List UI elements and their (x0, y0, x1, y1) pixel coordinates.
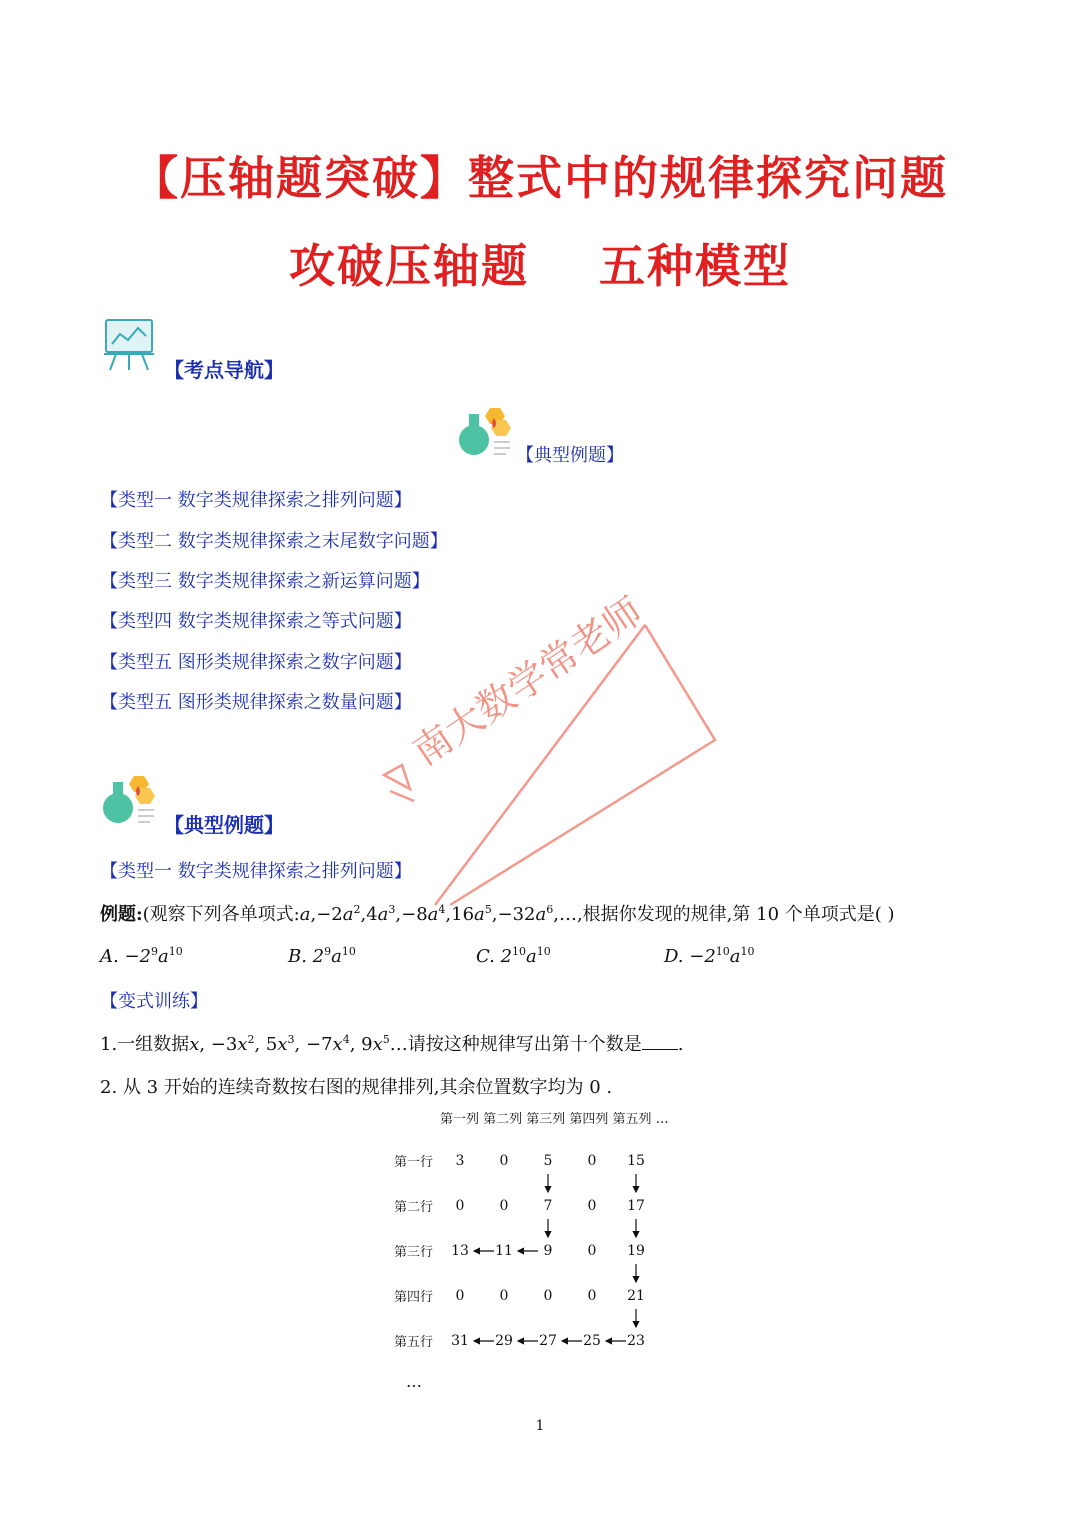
grid-ellipsis: … (406, 1372, 422, 1391)
option-c[interactable]: C. $2^{10}a^{10}$ (476, 945, 551, 967)
nav-item-type4[interactable]: 【类型四 数字类规律探索之等式问题】 (100, 611, 412, 632)
grid-cell: 5 (543, 1153, 553, 1169)
presentation-board-icon (100, 316, 160, 372)
flask-icon (100, 772, 156, 826)
grid-cell: 9 (543, 1243, 553, 1259)
grid-row-label-3: 第三行 (394, 1245, 434, 1260)
grid-cell: 23 (627, 1333, 645, 1349)
example-pre: (观察下列各单项式: (142, 904, 300, 925)
grid-cell: 27 (539, 1333, 557, 1349)
example-label: 例题: (100, 904, 143, 925)
question-2: 2. 从 3 开始的连续奇数按右图的规律排列,其余位置数字均为 0 . (100, 1077, 613, 1098)
grid-cell: 11 (495, 1243, 513, 1259)
grid-cell: 15 (627, 1153, 645, 1169)
option-a[interactable]: A. $-2^9a^{10}$ (100, 945, 183, 967)
grid-cell: 0 (499, 1153, 509, 1169)
grid-cell: 17 (627, 1198, 645, 1214)
grid-row-label-5: 第五行 (394, 1335, 434, 1350)
nav-heading: 【考点导航】 (164, 358, 284, 382)
grid-cell: 0 (587, 1288, 597, 1304)
subtitle-part-b: 五种模型 (599, 239, 791, 293)
watermark-text: 南大数学常老师 (405, 588, 651, 774)
grid-cell: 13 (451, 1243, 469, 1259)
grid-cell: 0 (499, 1288, 509, 1304)
grid-cell: 19 (627, 1243, 645, 1259)
nav-item-type3[interactable]: 【类型三 数字类规律探索之新运算问题】 (100, 571, 430, 592)
section-heading: 【典型例题】 (164, 813, 284, 837)
grid-cell: 31 (451, 1333, 469, 1349)
grid-cell: 3 (455, 1153, 465, 1169)
grid-row-label-2: 第二行 (394, 1200, 434, 1215)
grid-cell: 29 (495, 1333, 513, 1349)
subtitle (0, 230, 1080, 296)
nav-item-type5-quantity[interactable]: 【类型五 图形类规律探索之数量问题】 (100, 692, 412, 713)
main-title: 【压轴题突破】整式中的规律探究问题 (132, 151, 948, 205)
grid-column-labels: 第一列 第二列 第三列 第四列 第五列 … (440, 1112, 669, 1127)
grid-arrows (380, 1140, 680, 1370)
nav-item-type1[interactable]: 【类型一 数字类规律探索之排列问题】 (100, 490, 412, 511)
grid-cell: 0 (587, 1243, 597, 1259)
grid-cell: 0 (587, 1198, 597, 1214)
grid-cell: 0 (455, 1288, 465, 1304)
grid-cell: 25 (583, 1333, 601, 1349)
grid-cell: 0 (455, 1198, 465, 1214)
section-type1-heading: 【类型一 数字类规律探索之排列问题】 (100, 861, 412, 882)
grid-cell: 0 (543, 1288, 553, 1304)
grid-cell: 21 (627, 1288, 645, 1304)
nav-subheading: 【典型例题】 (516, 445, 624, 466)
option-d[interactable]: D. $-2^{10}a^{10}$ (664, 945, 755, 967)
grid-cell: 0 (499, 1198, 509, 1214)
nav-item-type2[interactable]: 【类型二 数字类规律探索之末尾数字问题】 (100, 531, 448, 552)
question-1: 1.一组数据x, $-3x^2$, $5x^3$, $-7x^4$, $9x^5\dots$请按这种规律写出第十个数是 . (100, 1033, 684, 1055)
grid-cell: 0 (587, 1153, 597, 1169)
option-b[interactable]: B. $2^9a^{10}$ (288, 945, 356, 967)
example-question: 例题:(观察下列各单项式$:a,-2a^2,4a^3,-8a^4,16a^5,-32a^6,\dots$,根据你发现的规律,第 10 个单项式是( ) (100, 903, 895, 925)
grid-row-label-1: 第一行 (394, 1155, 434, 1170)
grid-cell: 7 (543, 1198, 553, 1214)
page-number: 1 (535, 1418, 545, 1434)
example-post: ,…,根据你发现的规律,第 10 个单项式是( ) (553, 904, 895, 925)
grid-row-label-4: 第四行 (394, 1290, 434, 1305)
flask-icon (456, 404, 512, 458)
watermark-stamp (370, 615, 730, 915)
answer-blank[interactable] (642, 1035, 678, 1050)
subtitle-part-a: 攻破压轴题 (289, 239, 529, 293)
variant-heading: 【变式训练】 (100, 991, 208, 1012)
nav-item-type5-number[interactable]: 【类型五 图形类规律探索之数字问题】 (100, 652, 412, 673)
